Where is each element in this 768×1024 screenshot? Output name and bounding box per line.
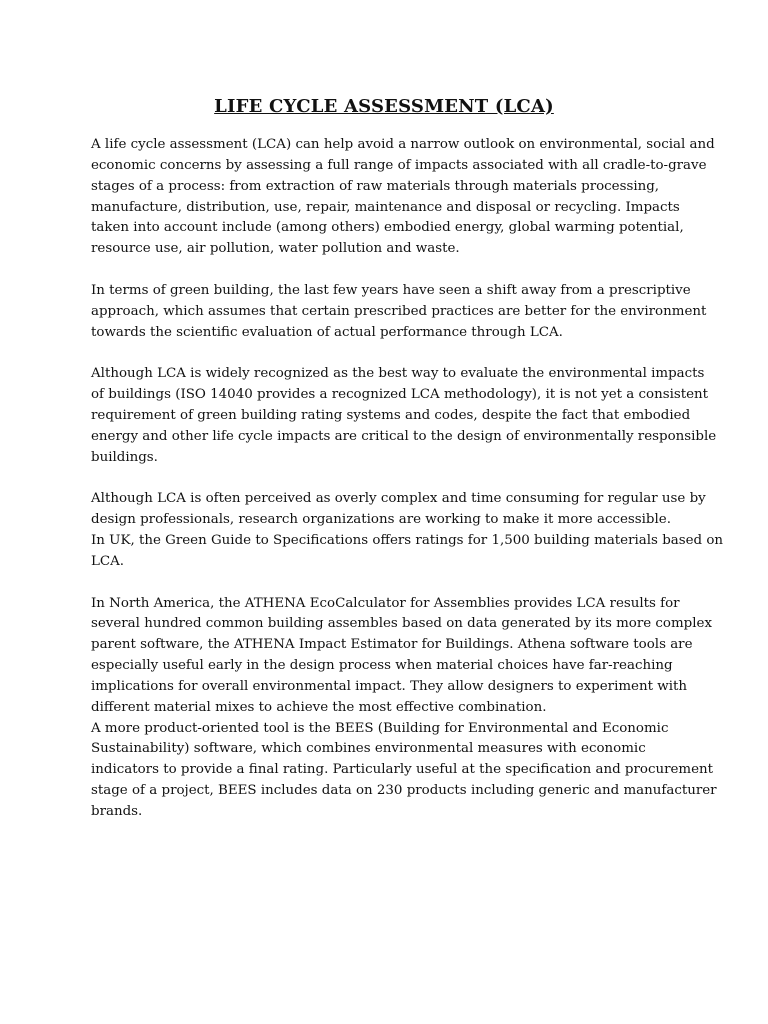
text-line: Although LCA is widely recognized as the best way to evaluate the environmental impacts (91, 366, 705, 382)
text-line: approach, which assumes that certain prescribed practices are better for the environment (91, 303, 707, 319)
text-line: resource use, air pollution, water pollution and waste. (91, 241, 460, 257)
text-line: Sustainability) software, which combines environmental measures with economic (91, 741, 646, 757)
paragraph-lca-intro (91, 135, 715, 260)
text-line: especially useful early in the design process when material choices have far-reaching (91, 658, 673, 674)
paragraph-uk-green-guide (91, 531, 724, 573)
text-line: implications for overall environmental impact. They allow designers to experiment with (91, 678, 687, 694)
paragraph-green-building (91, 281, 707, 344)
text-line: energy and other life cycle impacts are critical to the design of environmentally responsible (91, 428, 717, 444)
text-line: In North America, the ATHENA EcoCalculator for Assemblies provides LCA results for (91, 595, 680, 611)
paragraph-iso-14040 (91, 364, 717, 468)
text-line: stages of a process: from extraction of raw materials through materials processing, (91, 178, 660, 194)
paragraph-bees (91, 719, 717, 823)
text-line: A more product-oriented tool is the BEES (Building for Environmental and Economic (91, 720, 669, 736)
text-line: LCA. (91, 553, 125, 569)
text-line: indicators to provide a final rating. Particularly useful at the specification and procurement (91, 762, 714, 778)
text-line: of buildings (ISO 14040 provides a recognized LCA methodology), it is not yet a consistent (91, 387, 709, 403)
paragraph-complexity (91, 489, 706, 531)
text-line: requirement of green building rating systems and codes, despite the fact that embodied (91, 407, 691, 423)
text-line: economic concerns by assessing a full range of impacts associated with all cradle-to-grave (91, 157, 707, 173)
text-line: design professionals, research organizations are working to make it more accessible. (91, 512, 671, 528)
document-body (91, 135, 724, 823)
text-line: taken into account include (among others) embodied energy, global warming potential, (91, 220, 684, 236)
text-line: buildings. (91, 449, 158, 465)
document-title: LIFE CYCLE ASSESSMENT (LCA) (214, 96, 554, 117)
text-line: towards the scientific evaluation of actual performance through LCA. (91, 324, 563, 340)
text-line: brands. (91, 804, 143, 819)
text-line: several hundred common building assembles based on data generated by its more complex (91, 616, 713, 632)
text-line: Although LCA is often perceived as overly complex and time consuming for regular use by (91, 491, 706, 507)
paragraph-athena (91, 594, 713, 719)
text-line: stage of a project, BEES includes data on 230 products including generic and manufacturer (91, 783, 717, 799)
text-line: A life cycle assessment (LCA) can help avoid a narrow outlook on environmental, social and (91, 137, 715, 152)
text-line: manufacture, distribution, use, repair, maintenance and disposal or recycling. Impacts (91, 199, 680, 215)
text-line: In terms of green building, the last few years have seen a shift away from a prescriptive (91, 282, 691, 298)
text-line: In UK, the Green Guide to Specifications offers ratings for 1,500 building materials based on (91, 533, 724, 549)
text-line: parent software, the ATHENA Impact Estimator for Buildings. Athena software tools are (91, 637, 693, 653)
text-line: different material mixes to achieve the most effective combination. (91, 699, 547, 715)
